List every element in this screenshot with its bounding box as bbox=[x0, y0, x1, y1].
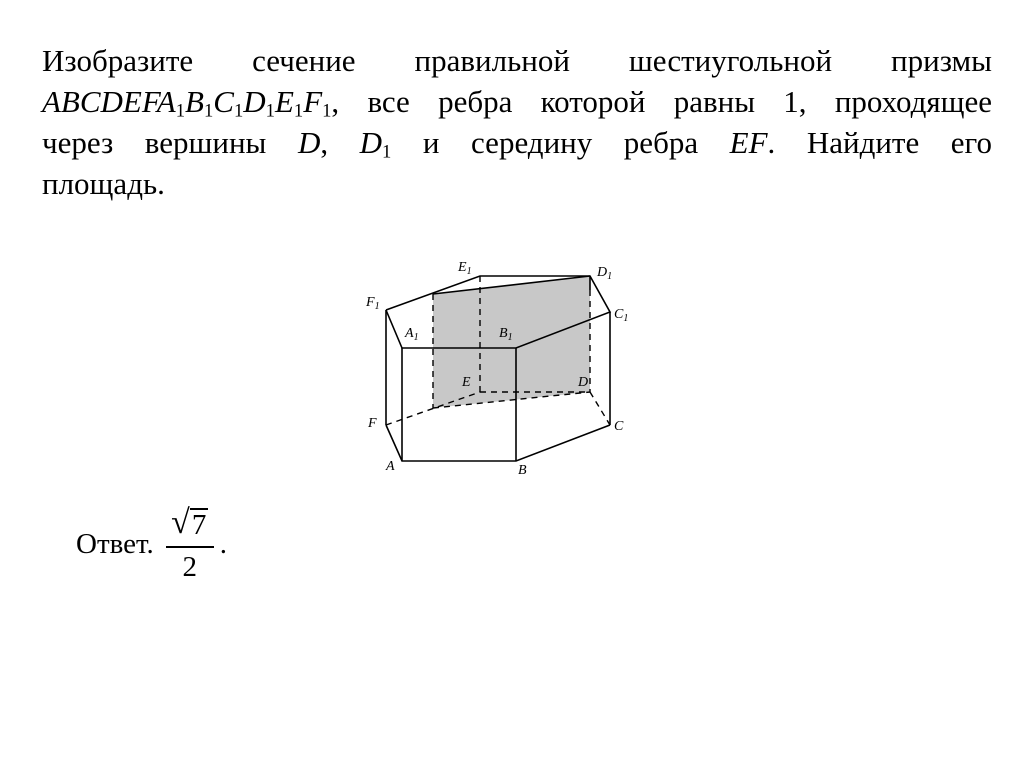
answer bbox=[76, 494, 227, 594]
problem-line-3: через вершины D, $D_1$ и середину ребра EF. Найдите его bbox=[42, 125, 993, 163]
label-e1: $E_1$ bbox=[458, 260, 472, 277]
label-f1: $F_1$ bbox=[366, 295, 380, 312]
label-c: C bbox=[614, 419, 624, 434]
answer-label: Ответ. bbox=[76, 527, 154, 560]
problem-line-4: площадь. bbox=[42, 166, 165, 201]
label-f: F bbox=[368, 416, 377, 431]
problem-line-2: $ABCDEFA_1B_1C_1D_1E_1F_1$, все ребра которой равны 1, проходящее bbox=[42, 84, 992, 122]
answer-fraction bbox=[166, 506, 214, 582]
problem-line-1: Изобразите сечение правильной шестиугольной призмы bbox=[42, 43, 992, 78]
label-b: B bbox=[518, 463, 527, 478]
label-d: D bbox=[578, 375, 589, 390]
label-b1: $B_1$ bbox=[499, 326, 513, 343]
bottom-visible-edges bbox=[386, 425, 610, 461]
fraction-denominator: 2 bbox=[182, 551, 198, 583]
fraction-bar bbox=[166, 546, 214, 548]
problem-statement bbox=[42, 40, 992, 204]
prism-diagram bbox=[360, 252, 650, 482]
fraction-numerator bbox=[171, 506, 208, 540]
answer-period: . bbox=[219, 527, 228, 560]
label-c1: $C_1$ bbox=[614, 307, 629, 324]
label-d1: $D_1$ bbox=[597, 265, 613, 282]
sqrt-icon: √ bbox=[171, 504, 190, 541]
label-a: A bbox=[386, 459, 395, 474]
prism-figure bbox=[360, 252, 650, 482]
label-a1: $A_1$ bbox=[405, 326, 419, 343]
label-e: E bbox=[462, 375, 471, 390]
problem-line-2-rest: , все ребра которой равны 1, проходящее bbox=[331, 84, 992, 119]
radicand: 7 bbox=[191, 509, 207, 541]
